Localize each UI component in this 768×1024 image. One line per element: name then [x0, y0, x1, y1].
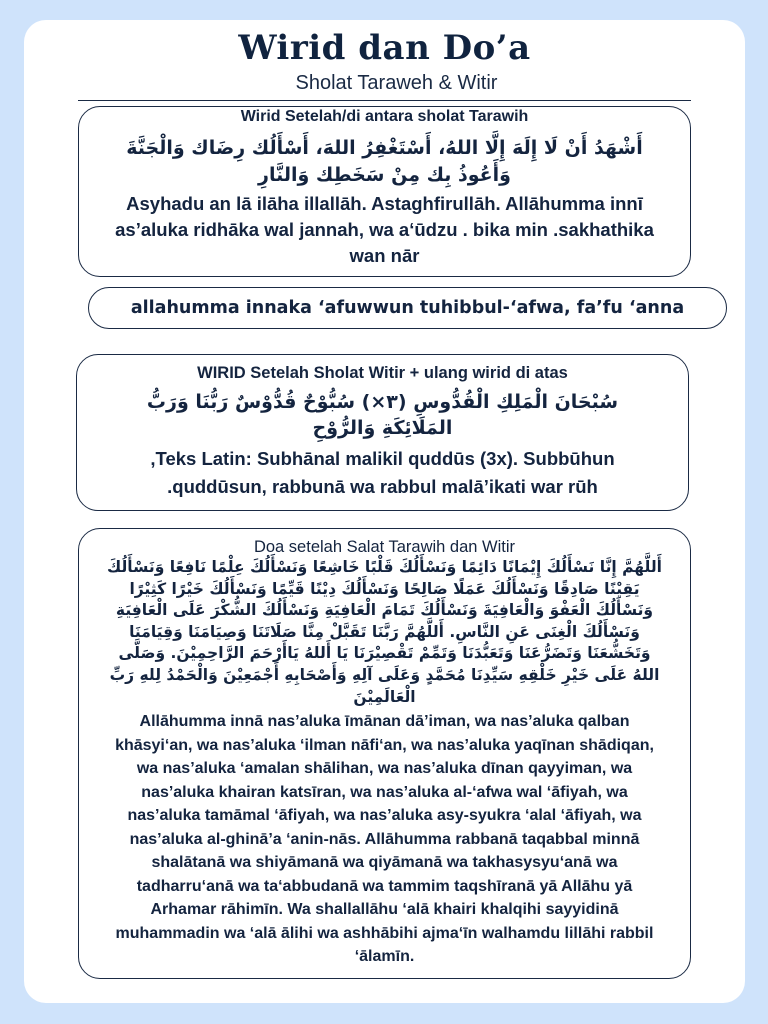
- doa-box: [78, 528, 691, 979]
- wirid-tarawih-heading: Wirid Setelah/di antara sholat Tarawih: [240, 108, 529, 125]
- wirid-tarawih-arabic: أَشْهَدُ أَنْ لَا إِلَهَ إِلَّا اللهُ، أَسْتَغْفِرُ اللهَ، أَسْأَلُك رِضَاك وَالْجَنَّةَ وَأَعُوذُ بِك مِنْ سَخَطِك وَالنَّارِ: [126, 137, 643, 186]
- document-page: [24, 20, 745, 1003]
- wirid-tarawih-latin: Asyhadu an lā ilāha illallāh. Astaghfirullāh. Allāhumma innī as’aluka ridhāka wal jannah, wa a‘ūdzu . bika min .sakhathika wan nār: [115, 193, 654, 266]
- page-title: Wirid dan Do’a: [238, 28, 531, 68]
- doa-heading: Doa setelah Salat Tarawih dan Witir: [253, 538, 516, 556]
- title-divider: [78, 100, 691, 101]
- wirid-witir-arabic: سُبْحَانَ الْمَلِكِ الْقُدُّوسِ (٣×) سُبُّوْحٌ قُدُّوْسٌ رَبُّنَا وَرَبُّ المَلَائِكَةِ وَالرُّوْحِ: [146, 391, 619, 439]
- page-subtitle: Sholat Taraweh & Witir: [295, 72, 498, 94]
- wirid-witir-heading: WIRID Setelah Sholat Witir + ulang wirid di atas: [197, 364, 568, 382]
- wirid-witir-box: [76, 354, 689, 511]
- wirid-tarawih-box: [78, 106, 691, 277]
- afwa-latin: allahumma innaka ‘afuwwun tuhibbul-‘afwa, fa’fu ‘anna: [130, 298, 685, 318]
- doa-arabic: أَللَّهُمَّ إِنَّا نَسْأَلُكَ إِيْمَانًا دَائِمًا وَنَسْأَلُكَ قَلْبًا خَاشِعًا وَنَسْأَلُكَ عِلْمًا نَافِعًا وَنَسْأَلُكَ يَقِيْنًا صَادِقًا وَنَسْأَلُكَ عَمَلًا صَالِحًا وَنَسْأَلُكَ دِيْنًا قَيِّمًا وَنَسْأَلُكَ خَيْرًا كَثِيْرًا وَنَسْأَلُكَ الْعَفْوَ وَالْعَافِيَةَ وَنَسْأَلُكَ تَمَامَ الْعَافِيَةِ وَنَسْأَلُكَ الشُّكْرَ عَلَى الْعَافِيَةِ وَنَسْأَلُكَ الْغِنَى عَنِ النَّاسِ. أَللَّهُمَّ رَبَّنَا تَقَبَّلْ مِنَّا صَلَاتَنَا وَصِيَامَنَا وَقِيَامَنَا وَتَخَشُّعَنَا وَتَضَرُّعَنَا وَتَعَبُّدَنَا وَتَمِّمْ تَقْصِيْرَنَا يَا أَللهُ يَاأَرْحَمَ الرَّاحِمِيْنَ. وَصَلَّى اللهُ عَلَى خَيْرِ خَلْقِهِ سَيِّدِنَا مُحَمَّدٍ وَعَلَى آلِهِ وَأَصْحَابِهِ أَجْمَعِيْنَ وَالْحَمْدُ لِلهِ رَبِّ الْعَالَمِيْنَ: [107, 558, 662, 706]
- wirid-witir-latin: ,Teks Latin: Subhānal malikil quddūs (3x). Subbūhun .quddūsun, rabbunā wa rabbul malā’ikati war rūh: [150, 448, 615, 497]
- doa-latin: Allāhumma innā nas’aluka īmānan dā’iman, wa nas’aluka qalban khāsyi‘an, wa nas’aluka ‘ilman nāfi‘an, wa nas’aluka yaqīnan shādiqan, wa nas’aluka ‘amalan shālihan, wa nas’aluka dīnan qayyiman, wa nas’aluka khairan katsīran, wa nas’aluka al-‘afwa wal ‘āfiyah, wa nas’aluka tamāmal ‘āfiyah, wa nas’aluka asy-syukra ‘alal ‘āfiyah, wa nas’aluka al-ghinā’a ‘anin-nās. Allāhumma rabbanā taqabbal minnā shalātanā wa shiyāmanā wa qiyāmanā wa takhasysyu‘anā wa tadharru‘anā wa ta‘abbudanā wa tammim taqshīranā yā Allāhu yā Arhamar rāhimīn. Wa shallallāhu ‘alā khairi khalqihi sayyidinā muhammadin wa ‘alā ālihi wa ashhābihi ajma‘īn walhamdu lillāhi rabbil ‘ālamīn.: [115, 713, 654, 966]
- afwa-box: [88, 287, 727, 329]
